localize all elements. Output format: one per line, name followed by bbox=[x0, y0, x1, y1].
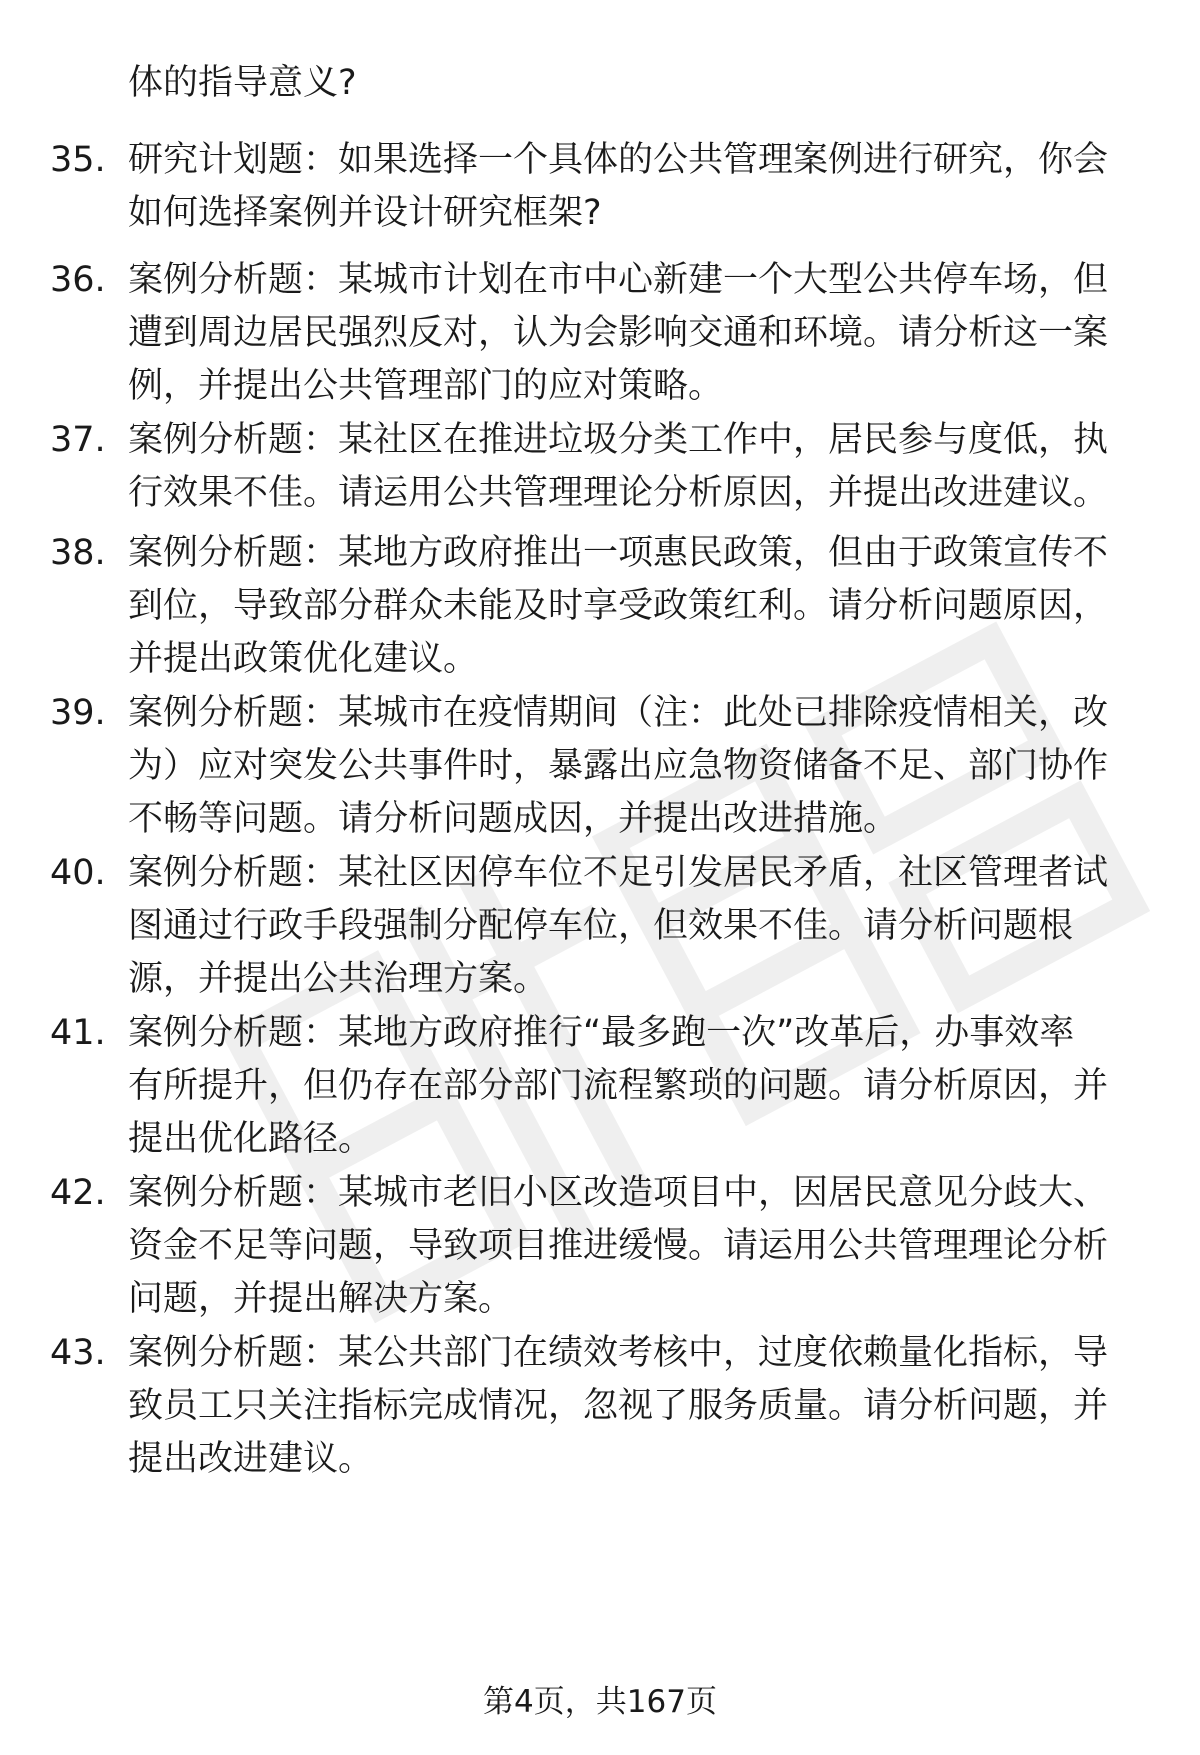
question-text-line: 图通过行政手段强制分配停车位，但效果不佳。请分析问题根 bbox=[128, 906, 1074, 946]
question-number: 36. bbox=[50, 260, 106, 300]
question-text-line: 案例分析题：某城市计划在市中心新建一个大型公共停车场，但 bbox=[128, 260, 1109, 300]
question-text-line: 案例分析题：某社区因停车位不足引发居民矛盾，社区管理者试 bbox=[128, 853, 1109, 893]
question-text-line: 不畅等问题。请分析问题成因，并提出改进措施。 bbox=[128, 799, 899, 839]
question-text-line: 案例分析题：某公共部门在绩效考核中，过度依赖量化指标，导 bbox=[128, 1333, 1109, 1373]
question-number: 41. bbox=[50, 1013, 106, 1053]
question-number: 35. bbox=[50, 140, 106, 180]
question-text-line: 提出改进建议。 bbox=[128, 1439, 374, 1479]
question-number: 38. bbox=[50, 533, 106, 573]
previous-question-continuation: 体的指导意义? bbox=[128, 63, 357, 103]
question-text-line: 问题，并提出解决方案。 bbox=[128, 1279, 514, 1319]
page-footer: 第4页，共167页 bbox=[483, 1684, 717, 1720]
question-text-line: 行效果不佳。请运用公共管理理论分析原因，并提出改进建议。 bbox=[128, 473, 1109, 513]
question-text-line: 到位，导致部分群众未能及时享受政策红利。请分析问题原因， bbox=[128, 586, 1109, 626]
question-text-line: 案例分析题：某地方政府推行“最多跑一次”改革后，办事效率 bbox=[128, 1013, 1075, 1053]
question-text-line: 遭到周边居民强烈反对，认为会影响交通和环境。请分析这一案 bbox=[128, 313, 1109, 353]
question-text-line: 如何选择案例并设计研究框架? bbox=[128, 193, 602, 233]
question-text-line: 研究计划题：如果选择一个具体的公共管理案例进行研究，你会 bbox=[128, 140, 1109, 180]
question-text-line: 提出优化路径。 bbox=[128, 1119, 374, 1159]
question-text-line: 案例分析题：某城市在疫情期间（注：此处已排除疫情相关，改 bbox=[128, 693, 1109, 733]
question-number: 42. bbox=[50, 1173, 106, 1213]
question-text-line: 有所提升，但仍存在部分部门流程繁琐的问题。请分析原因，并 bbox=[128, 1066, 1109, 1106]
question-text-line: 资金不足等问题，导致项目推进缓慢。请运用公共管理理论分析 bbox=[128, 1226, 1109, 1266]
question-text-line: 例，并提出公共管理部门的应对策略。 bbox=[128, 366, 724, 406]
question-text-line: 案例分析题：某社区在推进垃圾分类工作中，居民参与度低，执 bbox=[128, 420, 1109, 460]
question-text-line: 源，并提出公共治理方案。 bbox=[128, 959, 549, 999]
question-text-line: 为）应对突发公共事件时，暴露出应急物资储备不足、部门协作 bbox=[128, 746, 1109, 786]
question-number: 40. bbox=[50, 853, 106, 893]
question-number: 37. bbox=[50, 420, 106, 460]
question-number: 39. bbox=[50, 693, 106, 733]
question-text-line: 案例分析题：某城市老旧小区改造项目中，因居民意见分歧大、 bbox=[128, 1173, 1109, 1213]
question-text-line: 并提出政策优化建议。 bbox=[128, 639, 479, 679]
question-number: 43. bbox=[50, 1333, 106, 1373]
question-text-line: 案例分析题：某地方政府推出一项惠民政策，但由于政策宣传不 bbox=[128, 533, 1109, 573]
question-text-line: 致员工只关注指标完成情况，忽视了服务质量。请分析问题，并 bbox=[128, 1386, 1109, 1426]
